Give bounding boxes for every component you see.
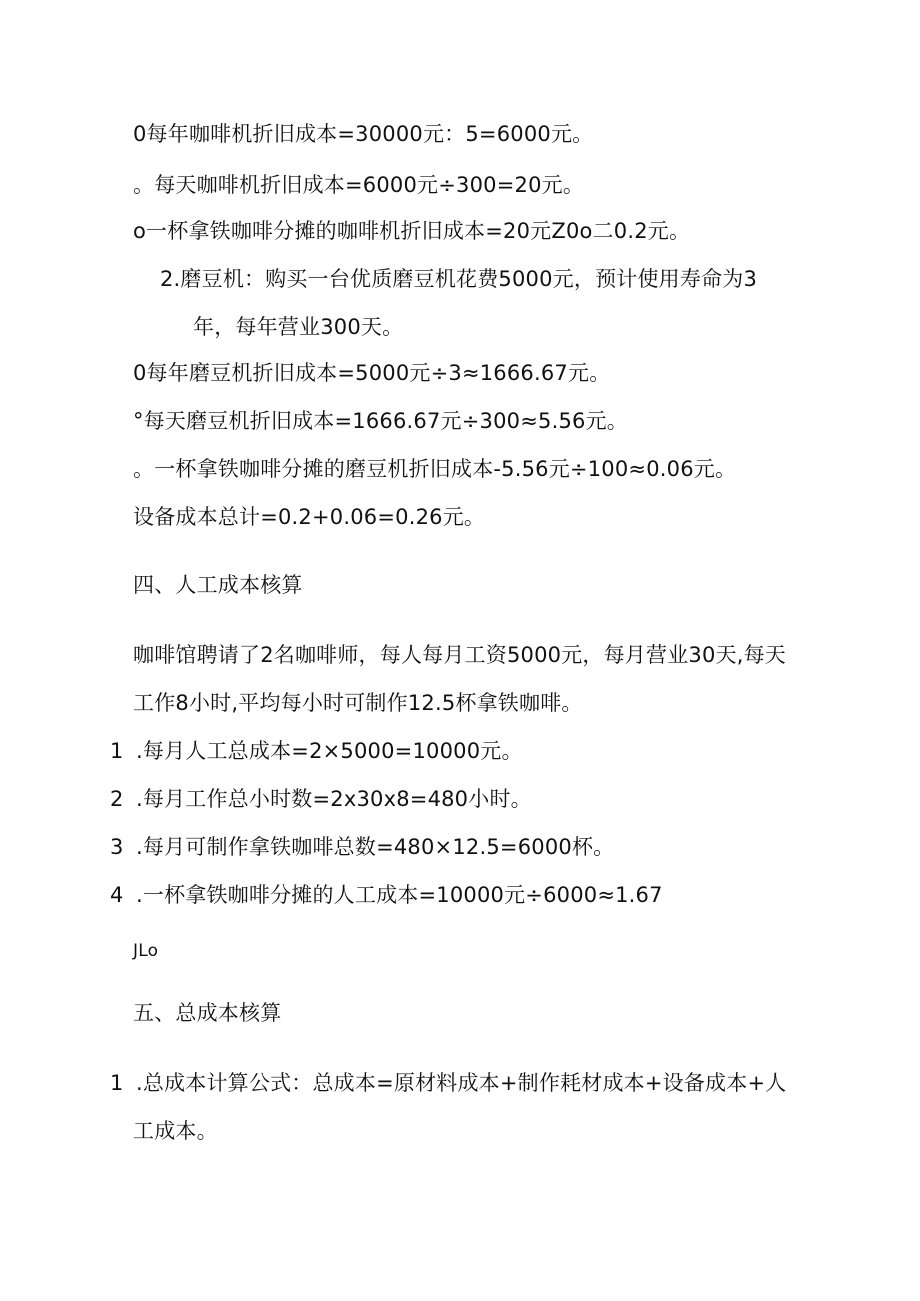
grinder-yearly-depreciation: 0每年磨豆机折旧成本=5000元÷3≈1666.67元。 [133, 361, 611, 385]
labor-cost-heading: 四、人工成本核算 [133, 573, 303, 597]
labor-item-monthly-cups: .每月可制作拿铁咖啡总数=480×12.5=6000杯。 [136, 835, 615, 859]
labor-item-monthly-hours: .每月工作总小时数=2x30x8=480小时。 [136, 787, 532, 811]
labor-item-monthly-total: .每月人工总成本=2×5000=10000元。 [136, 739, 523, 763]
coffee-machine-yearly-depreciation: 0每年咖啡机折旧成本=30000元：5=6000元。 [133, 122, 594, 146]
total-cost-formula-line1: .总成本计算公式：总成本=原材料成本+制作耗材成本+设备成本+人 [136, 1071, 787, 1095]
total-cost-formula-line2: 工成本。 [133, 1119, 218, 1143]
labor-item-number: 1 [110, 739, 124, 763]
labor-item-per-cup-cost: .一杯拿铁咖啡分摊的人工成本=10000元÷6000≈1.67 [136, 883, 663, 907]
grinder-per-cup-depreciation: 。一杯拿铁咖啡分摊的磨豆机折旧成本-5.56元÷100≈0.06元。 [133, 457, 737, 481]
labor-intro-line2: 工作8小时,平均每小时可制作12.5杯拿铁咖啡。 [133, 691, 583, 715]
coffee-machine-daily-depreciation: 。每天咖啡机折旧成本=6000元÷300=20元。 [133, 173, 585, 197]
grinder-daily-depreciation: °每天磨豆机折旧成本=1666.67元÷300≈5.56元。 [133, 409, 628, 433]
labor-item-number: 3 [110, 835, 124, 859]
labor-item-number: 2 [110, 787, 124, 811]
coffee-machine-per-cup-depreciation: o一杯拿铁咖啡分摊的咖啡机折旧成本=20元Z0o二0.2元。 [133, 219, 691, 243]
grinder-intro-line1: 2.磨豆机：购买一台优质磨豆机花费5000元，预计使用寿命为3 [160, 267, 758, 291]
grinder-intro-line2: 年，每年营业300天。 [193, 315, 404, 339]
labor-intro-line1: 咖啡馆聘请了2名咖啡师，每人每月工资5000元，每月营业30天,每天 [133, 643, 786, 667]
total-cost-heading: 五、总成本核算 [133, 1001, 282, 1025]
equipment-cost-total: 设备成本总计=0.2+0.06=0.26元。 [133, 505, 486, 529]
total-cost-item-number: 1 [110, 1071, 124, 1095]
labor-item4-continuation: JLo [133, 941, 159, 961]
labor-item-number: 4 [110, 883, 124, 907]
